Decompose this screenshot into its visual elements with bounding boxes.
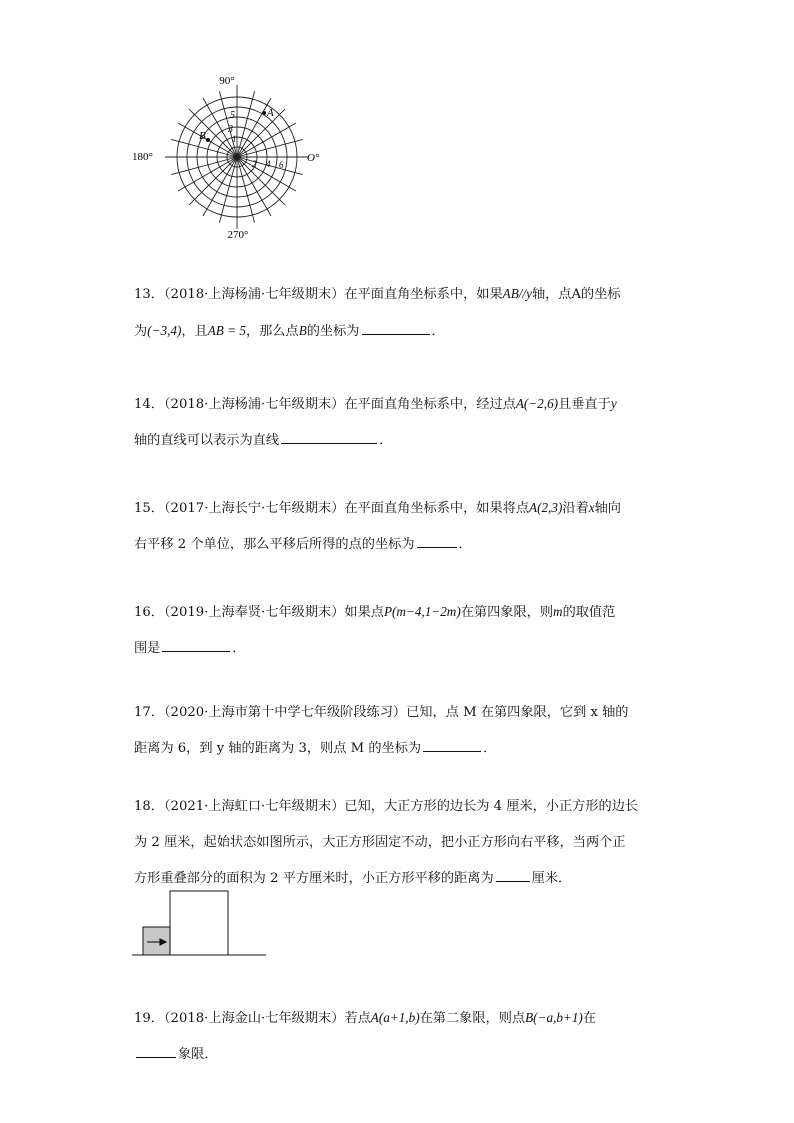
polar-grid-diagram [130,70,330,242]
question-16 [134,594,664,667]
radial-label-1: 1 [232,134,237,144]
point-a-label: A [267,107,274,119]
question-14-line-2: 轴的直线可以表示为直线 ． [134,423,664,459]
axis-label-2: 2 [252,159,257,169]
grid-ray [237,139,303,157]
radial-label-5: 5 [230,110,235,121]
question-17-line-1: 17．（2020·上海市第十中学七年级阶段练习）已知，点 M 在第四象限，它到 x 轴的 [134,705,629,720]
question-13 [134,276,664,350]
point-b-marker [206,138,210,142]
question-18-line-1: 18．（2021·上海虹口·七年级期末）已知，大正方形的边长为 4 厘米，小正方形的边长 [134,799,639,814]
point-b-label: B [199,130,206,142]
radial-label-3: 3 [228,124,233,135]
question-17 [134,695,664,767]
answer-blank-15[interactable] [417,533,457,548]
small-square [143,927,170,955]
question-19 [134,1000,664,1073]
grid-ray [171,139,237,157]
grid-ray [237,91,255,157]
squares-figure [132,888,266,958]
question-13-line-1: 13．（2018·上海杨浦·七年级期末）在平面直角坐标系中，如果AB//y轴，点A的坐标 [134,286,621,302]
question-18-line-2: 为 2 厘米，起始状态如图所示，大正方形固定不动，把小正方形向右平移，当两个正 [134,835,626,850]
radial-lines [165,85,309,229]
question-13-line-2: 为(−3,4)，且AB = 5，那么点B的坐标为 ． [134,313,664,350]
axis-label-6: 6 [279,160,284,170]
answer-blank-14[interactable] [281,429,377,444]
answer-blank-17[interactable] [423,737,481,752]
large-square [170,891,228,955]
angle-label-270: 270° [227,229,249,241]
grid-ray [219,157,237,223]
answer-blank-19[interactable] [136,1043,176,1058]
question-17-line-2: 距离为 6，到 y 轴的距离为 3，则点 M 的坐标为 ． [134,731,664,767]
question-15 [134,490,664,563]
angle-label-0: O° [307,152,320,164]
point-a-marker [262,111,266,115]
question-14 [134,386,664,459]
angle-label-90: 90° [219,75,235,87]
question-14-line-1: 14．（2018·上海杨浦·七年级期末）在平面直角坐标系中，经过点A(−2,6)且垂直于y [134,396,617,412]
grid-ray [171,157,237,175]
answer-blank-18[interactable] [496,867,530,882]
question-18-line-3: 方形重叠部分的面积为 2 平方厘米时，小正方形平移的距离为 厘米． [134,861,664,897]
answer-blank-13[interactable] [362,320,430,335]
question-15-line-2: 右平移 2 个单位，那么平移后所得的点的坐标为 ． [134,527,664,563]
question-18 [134,789,664,897]
question-16-line-1: 16．（2019·上海奉贤·七年级期末）如果点P(m−4,1−2m)在第四象限，则m的取值范 [134,604,616,620]
question-19-line-2: 象限． [134,1037,664,1073]
question-15-line-1: 15．（2017·上海长宁·七年级期末）在平面直角坐标系中，如果将点A(2,3)沿着x轴向 [134,500,621,516]
angle-label-180: 180° [132,151,153,163]
answer-blank-16[interactable] [162,637,230,652]
question-19-line-1: 19．（2018·上海金山·七年级期末）若点A(a+1,b)在第二象限，则点B(−a,b+1)在 [134,1010,596,1026]
question-16-line-2: 围是 ． [134,631,664,667]
axis-label-4: 4 [266,159,271,169]
